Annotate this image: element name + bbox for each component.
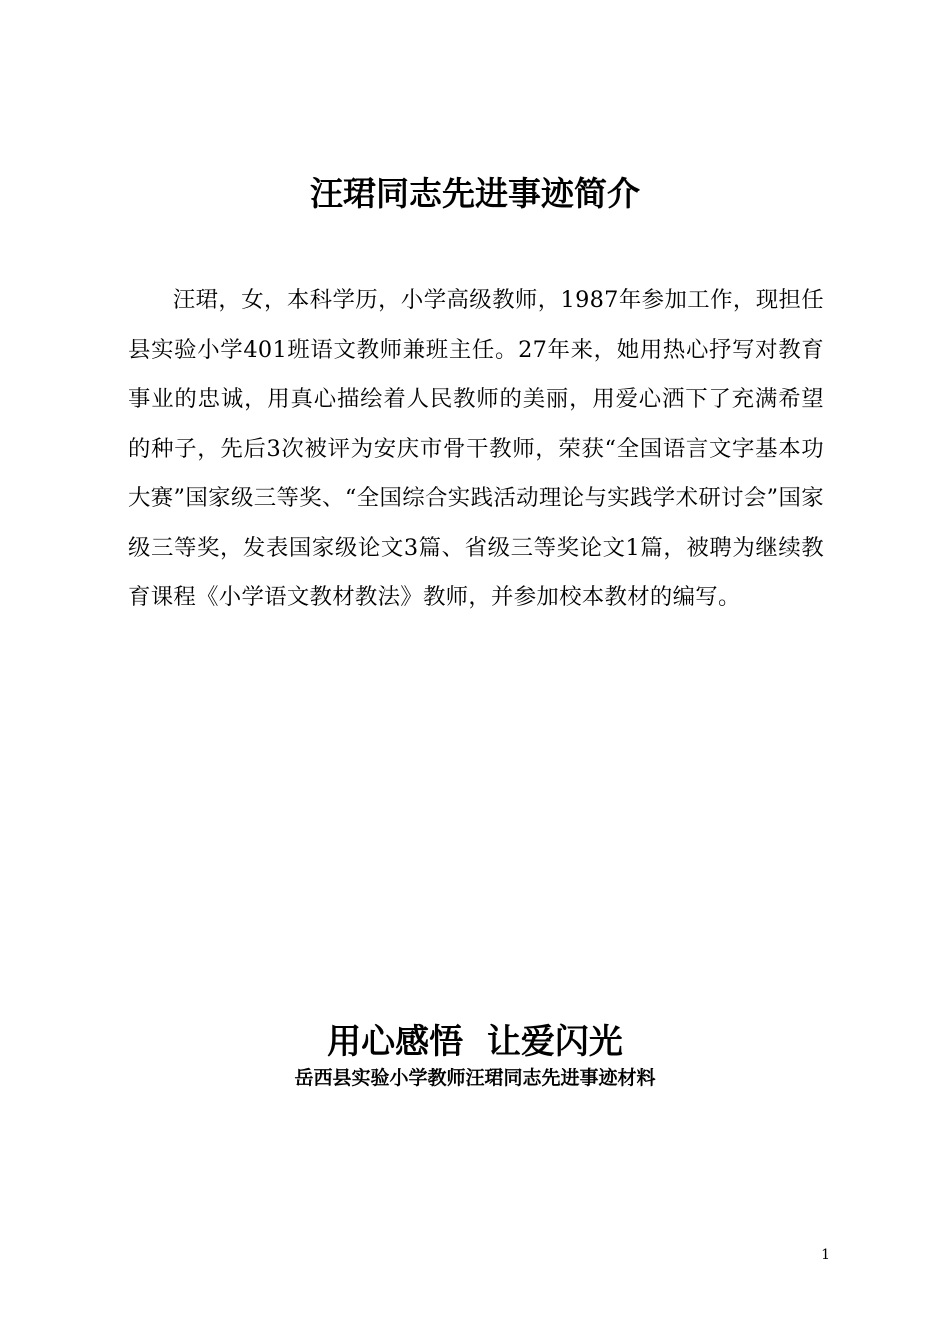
document-title: 汪珺同志先进事迹简介	[310, 174, 640, 213]
section-subtitle: 用心感悟 让爱闪光	[327, 1022, 623, 1062]
page-number: 1	[821, 1247, 830, 1263]
intro-paragraph: 汪珺，女，本科学历，小学高级教师，1987年参加工作，现担任县实验小学401班语文教师兼班主任。27年来，她用热心抒写对教育事业的忠诚，用真心描绘着人民教师的美丽，用爱心洒下了充满希望的种子，先后3次被评为安庆市骨干教师，荣获“全国语言文字基本功大赛”国家级三等奖、“全国综合实践活动理论与实践学术研讨会”国家级三等奖，发表国家级论文3篇、省级三等奖论文1篇，被聘为继续教育课程《小学语文教材教法》教师，并参加校本教材的编写。	[128, 287, 824, 610]
byline: 岳西县实验小学教师汪珺同志先进事迹材料	[294, 1067, 656, 1089]
